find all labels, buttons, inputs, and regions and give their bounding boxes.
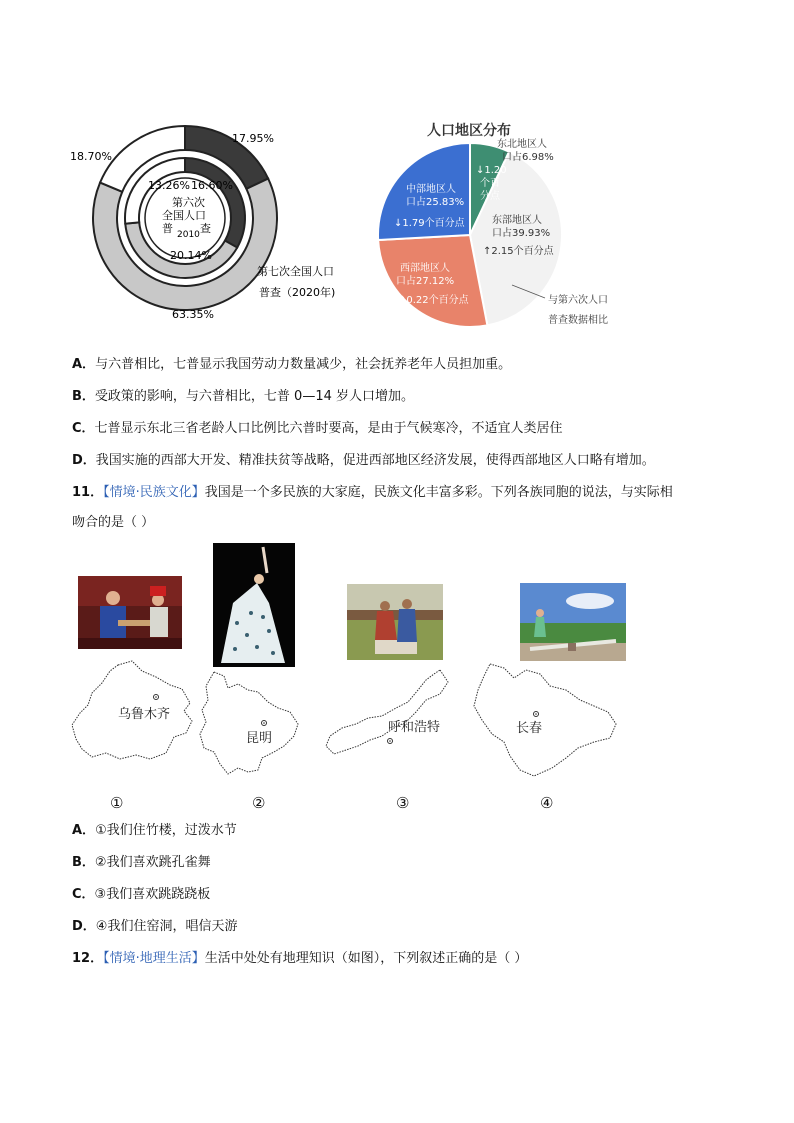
center-line-2: 全国人口 [162,209,206,222]
outer-label-bottom: 63.35% [172,308,214,321]
city-label-changchun: 长春 [516,721,543,736]
option-letter: C． [72,887,95,902]
center-line-5: 2010 [177,230,200,240]
option-letter: B． [72,389,95,404]
q11-option-a[interactable] [72,822,237,840]
compare-line-1: 与第六次人口 [548,295,608,306]
figure-number-2: ② [252,794,266,812]
option-text: 我国实施的西部大开发、精准扶贫等战略，促进西部地区经济发展，使得西部地区人口略有增加。 [95,453,655,468]
compare-line-2: 普查数据相比 [548,315,608,326]
center-line-4: 查 [200,222,211,235]
inner-label-bottom: 20.14% [170,249,212,262]
question-text: 我国是一个多民族的大家庭，民族文化丰富多彩。下列各族同胞的说法，与实际相 [204,485,673,500]
center-line-1: 第六次 [172,196,205,209]
option-text: ④我们住窑洞，唱信天游 [95,919,238,934]
figure-number-3: ③ [396,794,410,812]
option-text: 七普显示东北三省老龄人口比例比六普时要高，是由于气候寒冷，不适宜人类居住 [94,421,563,436]
jilin-outline-map [474,664,616,776]
center-line-3: 普 [162,222,173,235]
mongolian-wrestling-photo [347,584,443,660]
option-text: ②我们喜欢跳孔雀舞 [94,855,211,870]
west-change: ↑0.22个百分点 [398,295,469,306]
age-structure-donut-chart [60,120,360,330]
question-number: 12． [72,951,104,966]
figure-number-4: ④ [540,794,554,812]
option-letter: D． [72,919,96,934]
xinjiang-outline-map [70,655,194,770]
question-number: 11． [72,485,104,500]
option-text: ①我们住竹楼，过泼水节 [95,823,237,838]
peacock-dance-photo [213,543,295,667]
q11-stem-line-2 [72,514,154,532]
northeast-line-2: 口占6.98% [502,152,554,163]
figure-number-1: ① [110,794,124,812]
q12-stem [72,950,527,968]
northeast-change-3: 分点 [480,191,500,202]
seesaw-photo [520,583,626,661]
q11-stem-line-1 [72,484,673,502]
q10-option-c[interactable] [72,420,563,438]
central-line-2: 口占25.83% [406,197,465,208]
question-text: 生活中处处有地理知识（如图），下列叙述正确的是（ ） [204,951,528,966]
northeast-line-1: 东北地区人 [497,139,547,150]
inner-label-left: 13.26% [148,179,190,192]
outer-legend-line-2: 普查（2020年) [259,286,336,299]
q10-option-b[interactable] [72,388,414,406]
pie-title: 人口地区分布 [427,123,511,139]
east-line-1: 东部地区人 [492,215,542,226]
option-text: ③我们喜欢跳跷跷板 [94,887,211,902]
city-label-kunming: 昆明 [246,731,273,746]
outer-legend-line-1: 第七次全国人口 [257,265,334,278]
region-distribution-pie-chart [370,115,630,340]
yunnan-outline-map [200,672,298,774]
q11-option-d[interactable] [72,918,237,936]
option-letter: B． [72,855,95,870]
question-text: 吻合的是（ ） [72,515,155,530]
central-line-1: 中部地区人 [406,184,456,195]
west-line-2: 口占27.12% [396,276,455,287]
west-line-1: 西部地区人 [400,263,450,274]
inner-mongolia-outline-map [326,670,448,754]
option-letter: A． [72,357,96,372]
question-tag: 【情境·民族文化】 [103,485,205,500]
city-label-hohhot: 呼和浩特 [388,720,441,735]
q10-option-a[interactable] [72,356,511,374]
option-letter: D． [72,453,96,468]
inner-label-right: 16.60% [191,179,233,192]
outer-label-top-right: 17.95% [232,132,274,145]
east-line-2: 口占39.93% [492,228,551,239]
central-change: ↓1.79个百分点 [394,218,465,229]
question-tag: 【情境·地理生活】 [103,951,205,966]
option-text: 与六普相比，七普显示我国劳动力数量减少，社会抚养老年人员担加重。 [95,357,512,372]
option-letter: C． [72,421,95,436]
northeast-change-1: ↓1.20 [476,165,507,176]
xinjiang-music-photo [78,576,182,649]
east-change: ↑2.15个百分点 [483,246,554,257]
q11-option-c[interactable] [72,886,210,904]
outer-label-left: 18.70% [70,150,112,163]
q11-option-b[interactable] [72,854,211,872]
city-label-urumqi: 乌鲁木齐 [118,707,171,722]
northeast-change-2: 个百 [480,178,500,189]
option-text: 受政策的影响，与六普相比，七普 0—14 岁人口增加。 [94,389,414,404]
q10-option-d[interactable] [72,452,655,470]
option-letter: A． [72,823,96,838]
